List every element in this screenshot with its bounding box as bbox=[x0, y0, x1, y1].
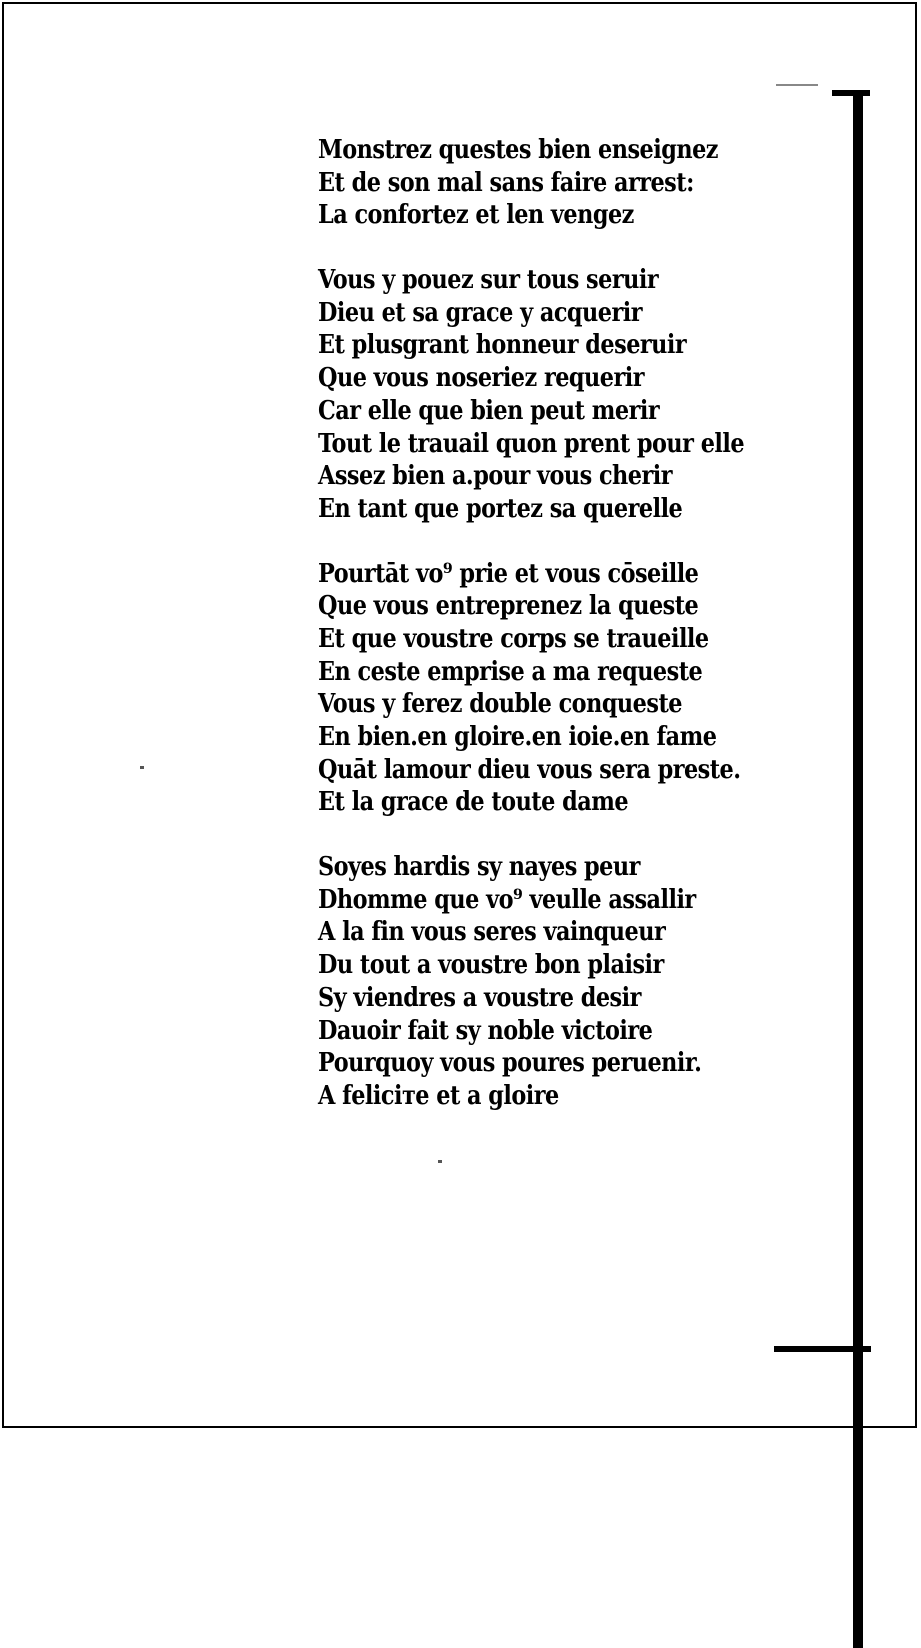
verse-line: Quāt lamour dieu vous sera preste. bbox=[318, 754, 741, 785]
faint-ink-mark bbox=[776, 84, 818, 86]
verse-line: La confortez et len vengez bbox=[318, 200, 634, 231]
verse-line: Et que voustre corps se traueille bbox=[318, 623, 709, 654]
verse-line: Pourtāt vo⁹ prie et vous cōseille bbox=[318, 558, 699, 589]
stray-ink-dot bbox=[140, 766, 144, 769]
verse-line: Et la grace de toute dame bbox=[318, 787, 629, 818]
verse-line: Et de son mal sans faire arrest: bbox=[318, 167, 694, 198]
stanza bbox=[318, 134, 778, 232]
verse-line: Sy viendres a voustre desir bbox=[318, 982, 641, 1013]
margin-rule bbox=[853, 90, 863, 1648]
verse-line: Du tout a voustre bon plaisir bbox=[318, 950, 664, 981]
verse-line: Monstrez questes bien enseignez bbox=[318, 135, 718, 165]
margin-rule-top-cap bbox=[832, 90, 870, 96]
verse-line: Tout le trauail quon prent pour elle bbox=[318, 428, 745, 459]
verse-text-block bbox=[318, 134, 778, 1145]
verse-line: Car elle que bien peut merir bbox=[318, 395, 660, 426]
verse-line: Soyes hardis sy nayes peur bbox=[318, 852, 640, 883]
stanza bbox=[318, 264, 778, 526]
verse-line: Vous y pouez sur tous seruir bbox=[318, 265, 659, 296]
margin-rule-bottom-cap bbox=[774, 1346, 871, 1352]
verse-line: En ceste emprise a ma requeste bbox=[318, 656, 703, 687]
stanza bbox=[318, 851, 778, 1113]
verse-line: Dhomme que vo⁹ veulle assallir bbox=[318, 884, 696, 915]
verse-line: Assez bien a.pour vous cherir bbox=[318, 461, 673, 492]
verse-line: Que vous noseriez requerir bbox=[318, 363, 645, 394]
verse-line: A feliciте et a gloire bbox=[318, 1080, 559, 1111]
verse-line: Vous y ferez double conqueste bbox=[318, 689, 682, 720]
verse-line: En bien.en gloire.en ioie.en fame bbox=[318, 722, 717, 752]
verse-line: En tant que portez sa querelle bbox=[318, 493, 683, 524]
verse-line: Et plusgrant honneur deseruir bbox=[318, 330, 687, 361]
stray-ink-dot bbox=[438, 1160, 442, 1163]
verse-line: Dieu et sa grace y acquerir bbox=[318, 297, 643, 328]
stanza bbox=[318, 558, 778, 820]
verse-line: Pourquoy vous poures peruenir. bbox=[318, 1048, 702, 1079]
verse-line: Que vous entreprenez la queste bbox=[318, 591, 699, 622]
verse-line: Dauoir fait sy noble victoire bbox=[318, 1015, 653, 1046]
verse-line: A la fin vous seres vainqueur bbox=[318, 917, 666, 948]
